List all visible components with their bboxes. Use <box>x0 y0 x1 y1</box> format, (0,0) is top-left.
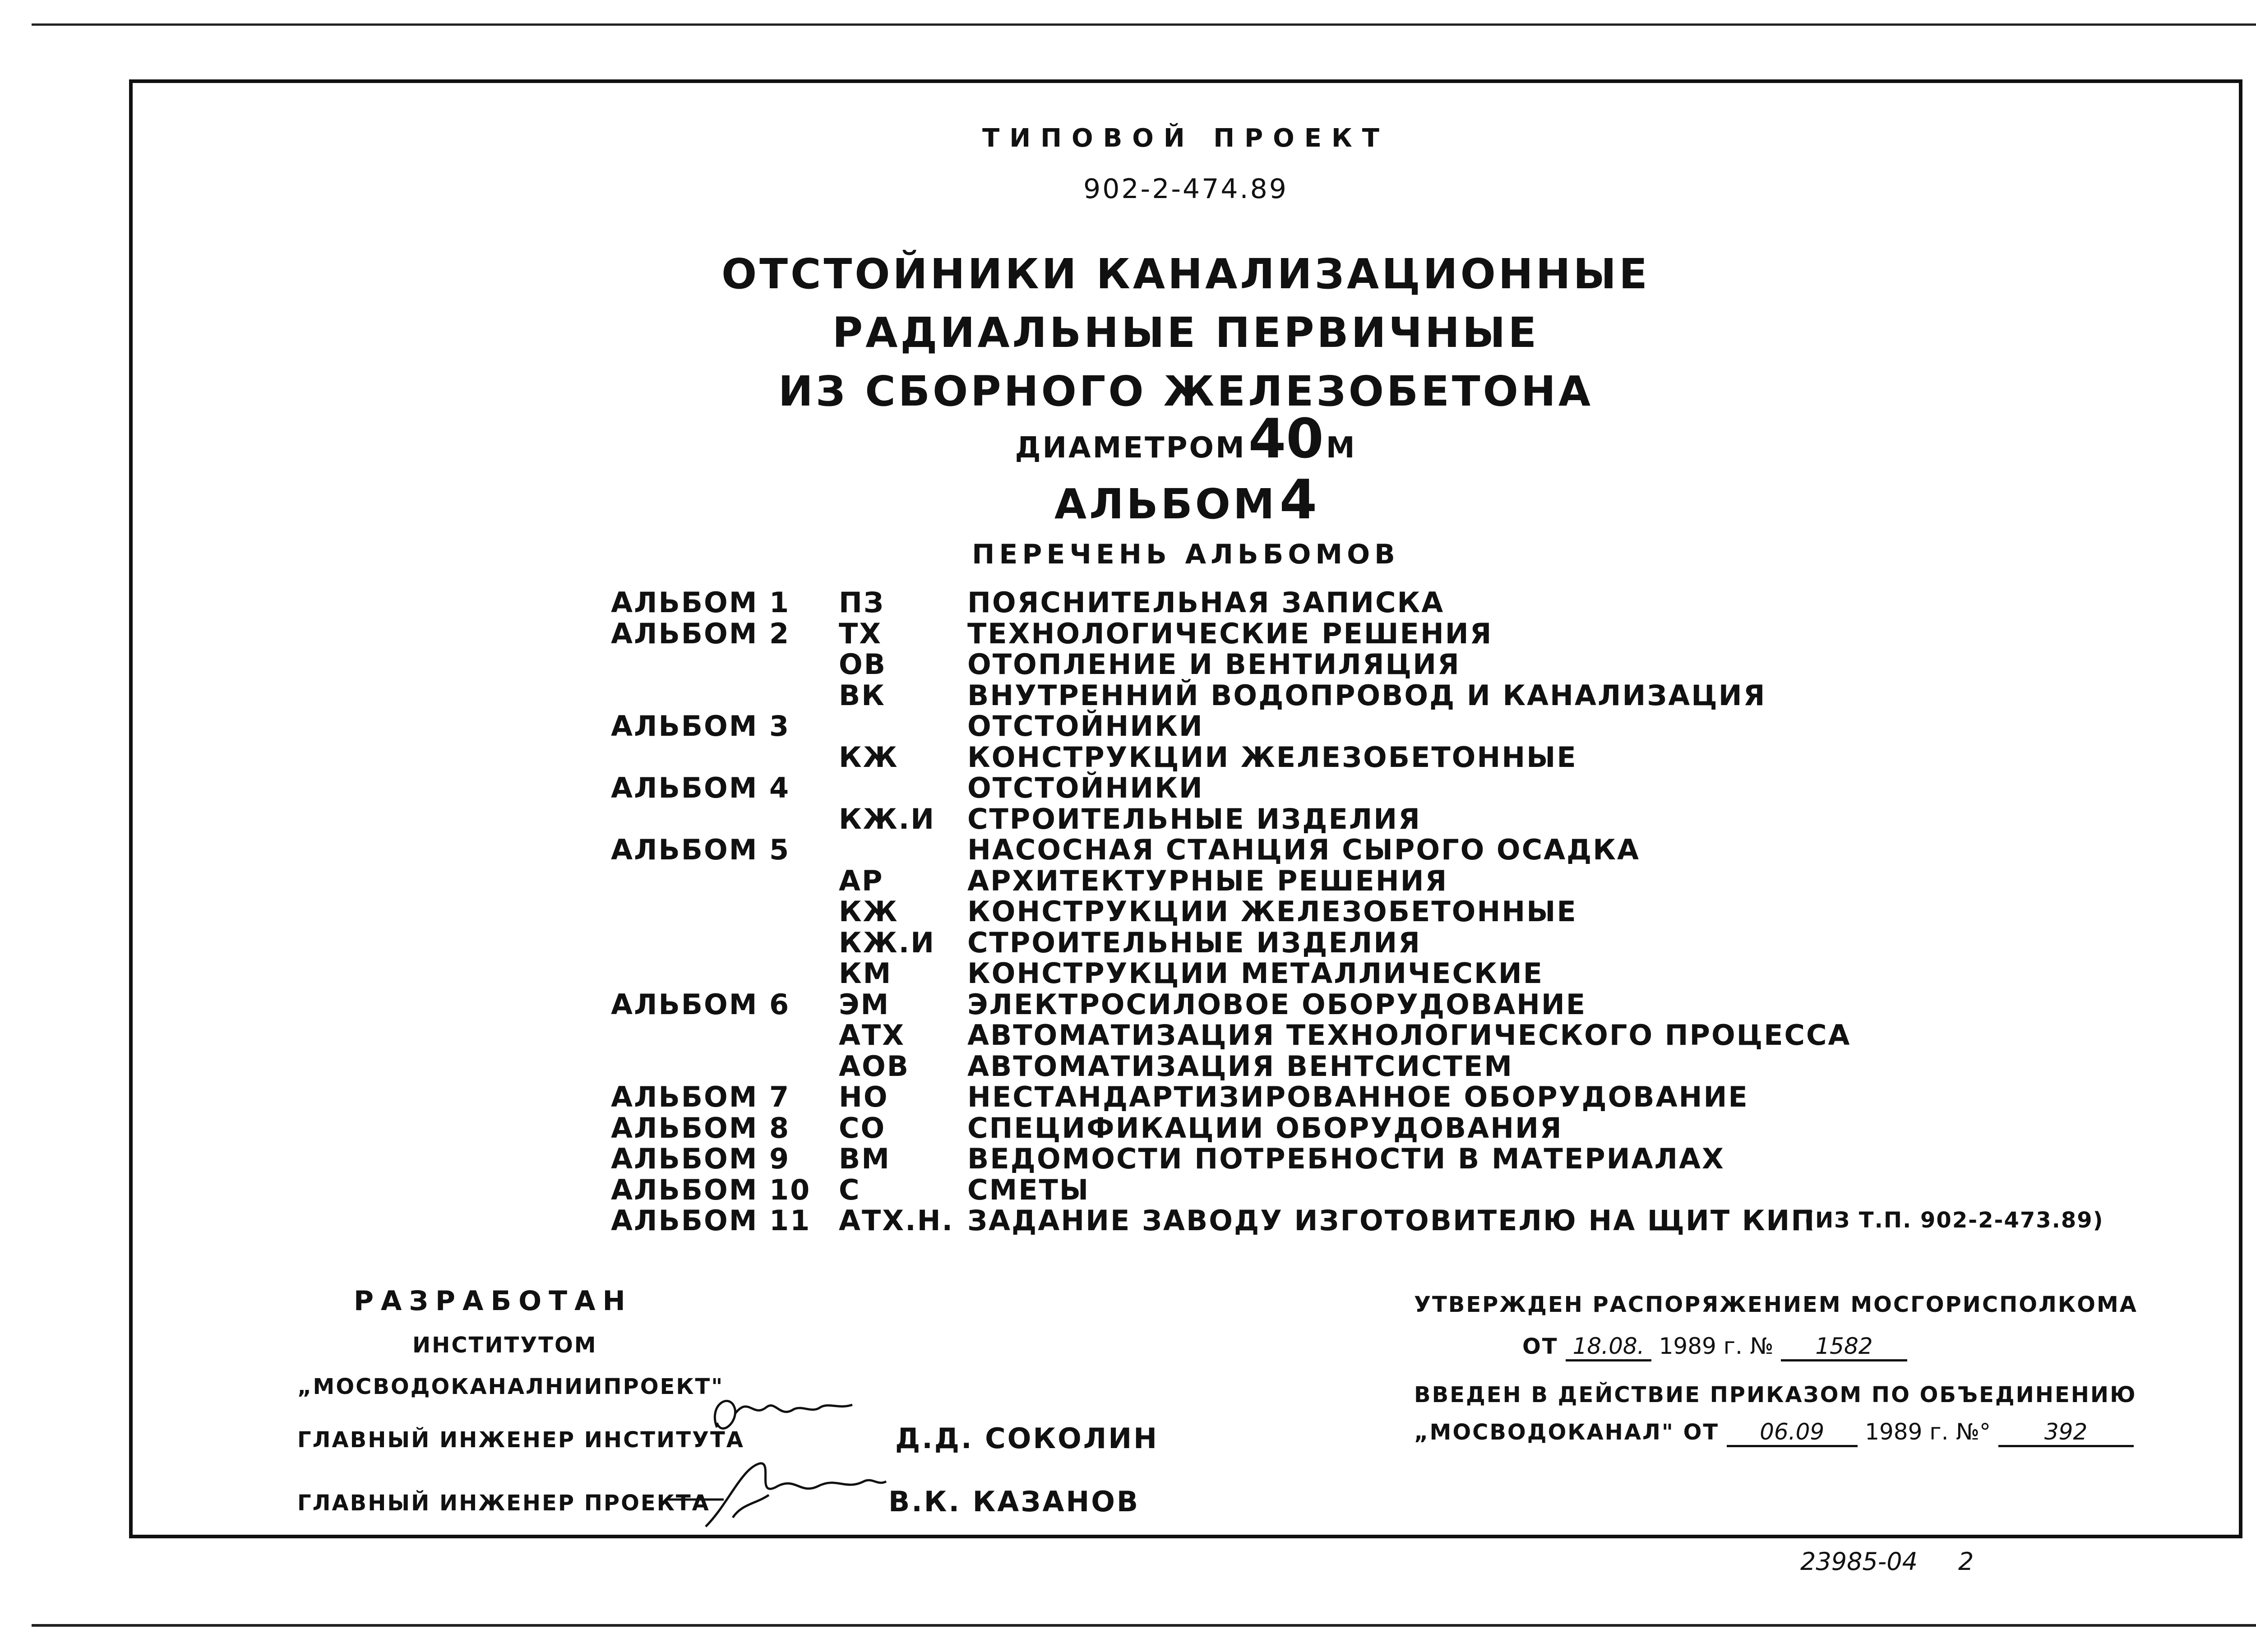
album-row-code: КЖ.И <box>839 802 936 835</box>
title-line-3: ИЗ СБОРНОГО ЖЕЛЕЗОБЕТОНА <box>778 367 1594 415</box>
album-row-code: КМ <box>839 957 892 990</box>
approval-from-label: ОТ <box>1522 1334 1558 1359</box>
album-row-code: ЭМ <box>839 988 890 1021</box>
diameter-unit: М <box>1326 431 1357 465</box>
album-row-album: АЛЬБОМ 5 <box>611 833 791 866</box>
album-row-album: АЛЬБОМ 10 <box>611 1173 811 1206</box>
enacted-no-label: №° <box>1956 1419 1991 1445</box>
sheet-bottom-edge <box>32 1624 2256 1627</box>
title-line-1: ОТСТОЙНИКИ КАНАЛИЗАЦИОННЫЕ <box>721 250 1650 298</box>
album-row-code: НО <box>839 1080 889 1113</box>
album-row-code: ВК <box>839 678 886 712</box>
approval-date: 18.08. <box>1566 1333 1651 1361</box>
developer-institute: „МОСВОДОКАНАЛНИИПРОЕКТ" <box>297 1374 724 1399</box>
album-row-album: АЛЬБОМ 6 <box>611 988 791 1021</box>
album-row-code: ВМ <box>839 1142 891 1175</box>
approved-line: УТВЕРЖДЕН РАСПОРЯЖЕНИЕМ МОСГОРИСПОЛКОМА <box>1414 1292 2138 1317</box>
chief-engineer-institute-label: ГЛАВНЫЙ ИНЖЕНЕР ИНСТИТУТА <box>297 1427 744 1453</box>
album-number: 4 <box>1279 469 1318 531</box>
album-row-title: СТРОИТЕЛЬНЫЕ ИЗДЕЛИЯ <box>967 926 1421 959</box>
drawing-frame <box>129 79 2242 1538</box>
album-row-album: АЛЬБОМ 9 <box>611 1142 791 1175</box>
sheet-top-edge <box>32 23 2256 26</box>
album-row-title: ОТОПЛЕНИЕ И ВЕНТИЛЯЦИЯ <box>967 648 1461 681</box>
enacted-number: 392 <box>1998 1419 2134 1447</box>
album-row-title: ЗАДАНИЕ ЗАВОДУ ИЗГОТОВИТЕЛЮ НА ЩИТ КИП <box>967 1204 1816 1237</box>
album-row-title: КОНСТРУКЦИИ ЖЕЛЕЗОБЕТОННЫЕ <box>967 895 1577 928</box>
album-row-code: ТХ <box>839 617 883 650</box>
sheet-code: 23985-04 <box>1800 1547 1918 1576</box>
album-row-title: НЕСТАНДАРТИЗИРОВАННОЕ ОБОРУДОВАНИЕ <box>967 1080 1749 1113</box>
album-row-title: СПЕЦИФИКАЦИИ ОБОРУДОВАНИЯ <box>967 1111 1563 1144</box>
album-row-album: АЛЬБОМ 8 <box>611 1111 791 1144</box>
album-row-code: КЖ.И <box>839 926 936 959</box>
album-row-code: ПЗ <box>839 586 885 619</box>
album-row-title: НАСОСНАЯ СТАНЦИЯ СЫРОГО ОСАДКА <box>967 833 1640 866</box>
album-row-album: АЛЬБОМ 4 <box>611 771 791 804</box>
album-row-code: ОВ <box>839 648 887 681</box>
album-label: АЛЬБОМ <box>1054 480 1277 528</box>
album-row-title: СМЕТЫ <box>967 1173 1090 1206</box>
album-row-title: ОТСТОЙНИКИ <box>967 771 1204 804</box>
album-row-code: С <box>839 1173 861 1206</box>
album-row-album: АЛЬБОМ 11 <box>611 1204 811 1237</box>
type-project-label: ТИПОВОЙ ПРОЕКТ <box>982 124 1389 153</box>
chief-engineer-institute-name: Д.Д. СОКОЛИН <box>895 1422 1159 1455</box>
signature-kazanov <box>665 1450 891 1536</box>
chief-engineer-project-label: ГЛАВНЫЙ ИНЖЕНЕР ПРОЕКТА <box>297 1490 710 1516</box>
developer-heading: РАЗРАБОТАН <box>354 1285 633 1317</box>
album-row-title: КОНСТРУКЦИИ МЕТАЛЛИЧЕСКИЕ <box>967 957 1544 990</box>
album-row-code: КЖ <box>839 740 899 774</box>
developer-by: ИНСТИТУТОМ <box>412 1333 597 1358</box>
enacted-org: „МОСВОДОКАНАЛ" ОТ <box>1414 1420 1720 1445</box>
sheet-page: 2 <box>1958 1547 1974 1576</box>
album-row-title: ТЕХНОЛОГИЧЕСКИЕ РЕШЕНИЯ <box>967 617 1493 650</box>
album-row-note: (ИЗ Т.П. 902-2-473.89) <box>1804 1208 2104 1233</box>
album-row-code: АТХ.Н. <box>839 1204 954 1237</box>
album-row-title: КОНСТРУКЦИИ ЖЕЛЕЗОБЕТОННЫЕ <box>967 740 1577 774</box>
chief-engineer-project-name: В.К. КАЗАНОВ <box>888 1485 1140 1518</box>
approval-no-label: № <box>1750 1333 1774 1359</box>
album-row-code: КЖ <box>839 895 899 928</box>
enacted-line: ВВЕДЕН В ДЕЙСТВИЕ ПРИКАЗОМ ПО ОБЪЕДИНЕНИЮ <box>1414 1382 2137 1407</box>
album-row-album: АЛЬБОМ 3 <box>611 710 791 743</box>
album-row-code: АР <box>839 864 884 897</box>
enacted-order-line <box>1414 1418 2134 1447</box>
approval-year: 1989 г. <box>1659 1333 1743 1359</box>
approval-number: 1582 <box>1781 1333 1907 1361</box>
album-row-title: ЭЛЕКТРОСИЛОВОЕ ОБОРУДОВАНИЕ <box>967 988 1587 1021</box>
project-number: 902-2-474.89 <box>1083 173 1288 205</box>
album-row-title: ВЕДОМОСТИ ПОТРЕБНОСТИ В МАТЕРИАЛАХ <box>967 1142 1725 1175</box>
album-row-album: АЛЬБОМ 1 <box>611 586 791 619</box>
album-row-title: ВНУТРЕННИЙ ВОДОПРОВОД И КАНАЛИЗАЦИЯ <box>967 678 1766 712</box>
album-row-code: СО <box>839 1111 886 1144</box>
album-line <box>133 469 2239 531</box>
album-row-code: АТХ <box>839 1019 906 1052</box>
title-line-2: РАДИАЛЬНЫЕ ПЕРВИЧНЫЕ <box>832 309 1539 357</box>
album-row-album: АЛЬБОМ 7 <box>611 1080 791 1113</box>
album-row-title: АВТОМАТИЗАЦИЯ ВЕНТСИСТЕМ <box>967 1049 1513 1083</box>
album-row-album: АЛЬБОМ 2 <box>611 617 791 650</box>
album-row-title: СТРОИТЕЛЬНЫЕ ИЗДЕЛИЯ <box>967 802 1421 835</box>
enacted-year: 1989 г. <box>1865 1419 1949 1445</box>
album-row-title: ПОЯСНИТЕЛЬНАЯ ЗАПИСКА <box>967 586 1445 619</box>
album-row-code: АОВ <box>839 1049 910 1083</box>
diameter-value: 40 <box>1248 408 1324 471</box>
approval-order-line <box>1522 1333 1907 1361</box>
album-list-heading: ПЕРЕЧЕНЬ АЛЬБОМОВ <box>972 539 1400 570</box>
diameter-label: ДИАМЕТРОМ <box>1015 431 1246 465</box>
album-row-title: АВТОМАТИЗАЦИЯ ТЕХНОЛОГИЧЕСКОГО ПРОЦЕССА <box>967 1019 1851 1052</box>
diameter-line <box>133 408 2239 475</box>
signature-sokolin <box>703 1387 857 1450</box>
enacted-date: 06.09 <box>1727 1419 1858 1447</box>
album-row-title: АРХИТЕКТУРНЫЕ РЕШЕНИЯ <box>967 864 1448 897</box>
album-row-title: ОТСТОЙНИКИ <box>967 710 1204 743</box>
